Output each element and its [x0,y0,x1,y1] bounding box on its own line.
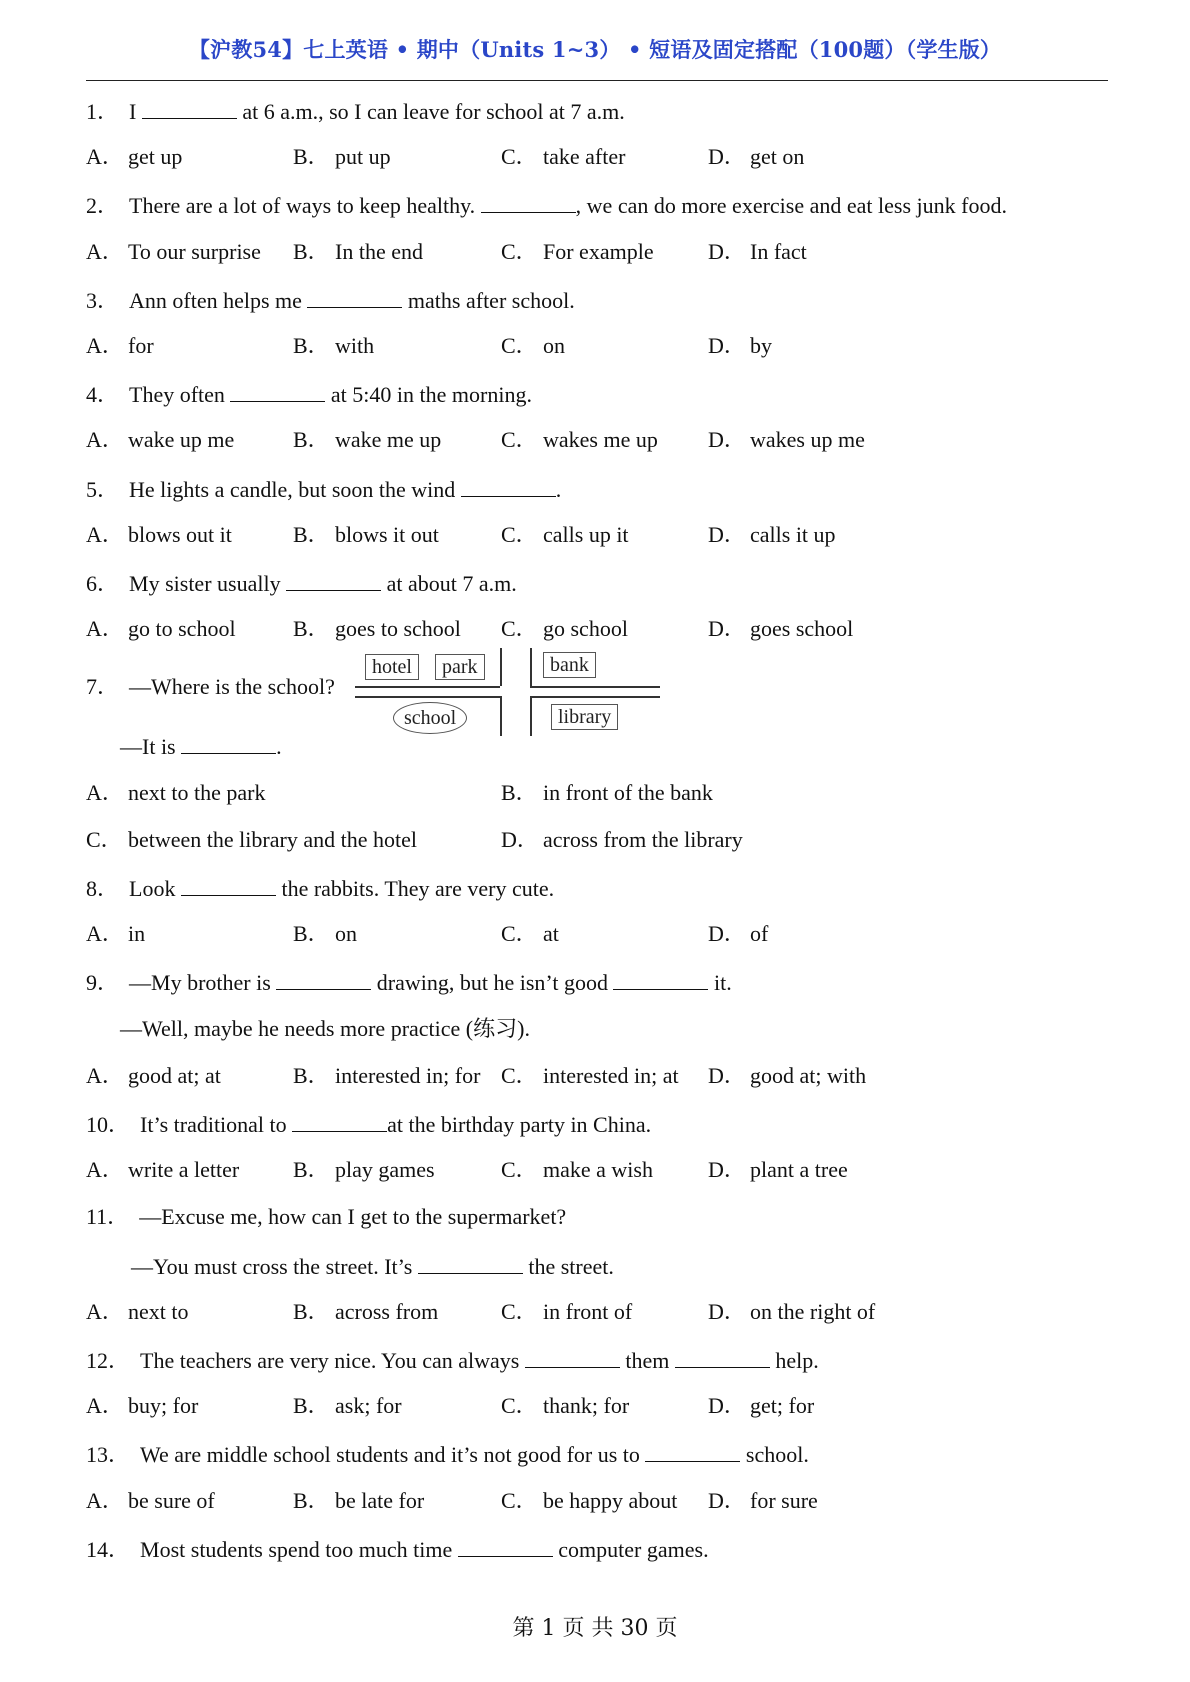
answer-blank[interactable] [418,1251,523,1274]
option-b[interactable] [293,1062,480,1090]
option-text: interested in; at [543,1062,679,1088]
option-label: C． [501,333,538,358]
option-d[interactable] [708,1487,818,1515]
map-school: school [393,702,467,734]
option-label: A． [86,427,124,453]
option-text: across from [335,1298,439,1324]
question-number: 7． [86,674,120,700]
option-text: on [335,921,357,947]
question-number: 8． [86,876,120,901]
option-a[interactable] [86,920,145,948]
option-text: make a wish [543,1157,653,1183]
question-text: at 5:40 in the morning. [325,382,532,408]
option-b[interactable] [293,143,391,171]
option-label: C． [501,144,538,170]
question-text: —Where is the school? [129,674,335,700]
question-text: it. [708,970,732,996]
option-text: wake up me [128,427,235,453]
option-label: D． [708,333,746,358]
option-label: C． [501,1062,538,1088]
option-label: B． [293,144,330,170]
answer-blank[interactable] [142,96,237,119]
question-stem [86,190,1007,220]
question-text: school. [740,1442,809,1468]
option-a[interactable] [86,1062,221,1090]
option-b[interactable] [293,615,461,643]
question-number: 13． [86,1442,131,1468]
question-number: 2． [86,193,120,219]
option-label: A． [86,921,124,947]
option-label: C． [501,616,538,642]
option-d[interactable] [708,238,807,266]
option-c[interactable] [501,1298,632,1326]
option-a[interactable] [86,1487,215,1515]
option-text: at [543,921,559,947]
option-b[interactable] [293,1156,435,1184]
answer-blank[interactable] [276,967,371,990]
option-text: between the library and the hotel [128,826,417,852]
option-label: D． [708,1157,746,1183]
option-d[interactable] [708,1156,848,1184]
option-label: A． [86,1393,124,1419]
question-text: maths after school. [402,287,575,313]
question-text: at the birthday party in China. [387,1112,652,1137]
option-label: C． [501,1393,538,1419]
option-c[interactable] [501,1487,677,1515]
option-label: D． [708,144,746,170]
question-text: them [619,1348,675,1373]
option-label: C． [86,826,123,852]
question-stem [86,673,335,701]
option-text: plant a tree [750,1157,848,1183]
answer-blank[interactable] [286,568,381,591]
question-text: They often [129,382,231,408]
answer-blank[interactable] [230,379,325,402]
option-text: write a letter [128,1157,240,1183]
question-stem [86,1534,709,1564]
question-text: It’s traditional to [140,1112,293,1137]
option-c[interactable] [501,1156,653,1184]
option-text: wakes up me [750,427,865,453]
option-text: get; for [750,1393,815,1419]
map-road-v2 [500,696,502,736]
option-text: be late for [335,1487,425,1513]
question-text: the rabbits. They are very cute. [275,876,555,901]
option-b[interactable] [293,521,439,549]
option-c[interactable] [501,521,629,549]
option-label: B． [293,1487,330,1513]
question-text: —You must cross the street. It’s [131,1253,418,1279]
option-label: D． [708,1298,746,1324]
question-text: , we can do more exercise and eat less junk food. [575,193,1007,219]
map-road-top [355,686,500,688]
answer-blank[interactable] [645,1439,740,1462]
option-c[interactable] [501,1062,679,1090]
option-label: C． [501,238,538,264]
question-number: 3． [86,287,120,313]
option-label: D． [708,238,746,264]
option-text: be sure of [128,1487,215,1513]
option-d[interactable] [708,332,772,360]
option-text: in front of the bank [543,779,713,805]
option-label: D． [708,521,746,547]
option-a[interactable] [86,143,182,171]
option-label: B． [293,238,330,264]
option-text: ask; for [335,1393,402,1419]
option-label: D． [708,1062,746,1088]
question-number: 4． [86,382,120,408]
option-d[interactable] [708,1062,866,1090]
question-text: —Excuse me, how can I get to the supermarket? [139,1204,567,1230]
question-text: . [276,734,282,760]
option-c[interactable] [501,143,625,171]
option-c[interactable] [501,1392,629,1420]
option-text: put up [335,144,391,170]
option-b[interactable] [293,332,374,360]
question-number: 9． [86,970,120,996]
option-text: by [750,333,772,358]
answer-blank[interactable] [461,474,556,497]
question-text: The teachers are very nice. You can always [140,1348,525,1373]
question-text: help. [769,1348,819,1373]
option-text: for sure [750,1487,818,1513]
answer-line [131,1251,614,1281]
option-a[interactable] [86,615,236,643]
option-b[interactable] [293,1298,438,1326]
option-text: on the right of [750,1298,876,1324]
option-a[interactable] [86,426,234,454]
option-text: To our surprise [128,238,261,264]
option-text: buy; for [128,1393,199,1419]
option-text: calls up it [543,521,629,547]
option-label: C． [501,1487,538,1513]
page-footer: 第 1 页 共 30 页 [512,1616,678,1641]
option-a[interactable] [86,1156,239,1184]
option-b[interactable] [293,920,357,948]
option-text: next to the park [128,779,266,805]
option-d[interactable] [708,521,836,549]
answer-blank[interactable] [525,1345,620,1368]
option-label: D． [708,616,746,642]
option-label: A． [86,1487,124,1513]
option-text: interested in; for [335,1062,481,1088]
option-b[interactable] [501,779,713,807]
option-c[interactable] [501,615,628,643]
option-text: take after [543,144,626,170]
map-road-v1 [500,648,502,686]
option-label: D． [708,1487,746,1513]
option-text: good at; at [128,1062,221,1088]
option-text: of [750,921,769,947]
question-stem [86,1203,566,1231]
map-figure [355,648,675,738]
question-stem [86,1439,809,1469]
option-text: get on [750,144,805,170]
option-text: in [128,921,146,947]
option-text: blows it out [335,521,439,547]
option-label: B． [293,1298,330,1324]
option-d[interactable] [501,826,743,854]
option-label: B． [293,1062,330,1088]
option-label: B． [293,921,330,947]
option-c[interactable] [501,920,559,948]
option-label: B． [293,616,330,642]
question-stem [86,1109,651,1139]
question-text: computer games. [552,1536,709,1562]
option-text: goes school [750,616,854,642]
option-a[interactable] [86,779,265,807]
question-text: the street. [522,1253,614,1279]
option-text: on [543,333,565,358]
map-road-bottom-right [530,696,660,698]
option-label: A． [86,1298,124,1324]
question-text: My sister usually [129,571,287,596]
option-label: B． [293,1157,330,1183]
question-text: Most students spend too much time [140,1536,458,1562]
map-hotel: hotel [365,654,419,680]
option-text: In fact [750,238,807,264]
map-road-v3 [530,648,532,686]
option-text: good at; with [750,1062,867,1088]
option-c[interactable] [501,332,565,360]
option-label: D． [501,826,539,852]
option-label: A． [86,616,124,642]
option-text: across from the library [543,826,743,852]
question-text: Look [129,876,181,901]
option-text: calls it up [750,521,836,547]
option-label: B． [293,1393,330,1419]
question-number: 11． [86,1204,130,1230]
option-text: get up [128,144,183,170]
option-label: A． [86,238,124,264]
question-number: 10． [86,1112,131,1137]
question-number: 1． [86,99,120,124]
answer-blank[interactable] [181,873,276,896]
question-number: 6． [86,571,120,596]
question-stem [86,873,554,903]
option-d[interactable] [708,1298,875,1326]
question-stem [86,285,575,315]
question-text: Ann often helps me [129,287,308,313]
question-text: . [555,476,562,502]
map-library: library [551,704,618,730]
option-a[interactable] [86,332,154,360]
option-d[interactable] [708,426,865,454]
option-b[interactable] [293,238,423,266]
option-d[interactable] [708,143,804,171]
option-label: D． [708,1393,746,1419]
question-stem [86,379,532,409]
option-label: B． [501,779,538,805]
option-a[interactable] [86,1392,198,1420]
answer-blank[interactable] [613,967,708,990]
option-label: A． [86,333,124,358]
option-a[interactable] [86,521,232,549]
question-stem [86,568,517,598]
option-text: go school [543,616,628,642]
answer-blank[interactable] [181,731,276,754]
answer-blank[interactable] [307,285,402,308]
option-text: For example [543,238,654,264]
option-label: C． [501,427,538,453]
option-label: C． [501,921,538,947]
question-number: 14． [86,1536,131,1562]
option-a[interactable] [86,1298,189,1326]
question-text: at about 7 a.m. [381,571,517,596]
question-text: I [129,99,142,124]
option-text: be happy about [543,1487,678,1513]
option-b[interactable] [293,426,441,454]
option-text: wake me up [335,427,442,453]
option-d[interactable] [708,1392,814,1420]
option-label: B． [293,333,330,358]
option-d[interactable] [708,920,768,948]
question-text: There are a lot of ways to keep healthy. [129,193,481,219]
option-c[interactable] [501,238,654,266]
option-text: in front of [543,1298,633,1324]
question-text: We are middle school students and it’s not good for us to [140,1442,646,1468]
answer-blank[interactable] [292,1109,387,1132]
option-label: A． [86,1157,124,1183]
option-label: B． [293,427,330,453]
option-b[interactable] [293,1392,402,1420]
map-road-bottom [355,696,500,698]
option-text: play games [335,1157,435,1183]
option-label: D． [708,921,746,947]
option-a[interactable] [86,238,261,266]
map-road-v4 [530,696,532,736]
question-text: drawing, but he isn’t good [371,970,614,996]
option-text: next to [128,1298,189,1324]
question-stem [86,474,561,504]
question-stem [86,1345,819,1375]
option-label: A． [86,144,124,170]
option-text: goes to school [335,616,461,642]
option-label: C． [501,521,538,547]
page-header: 【沪教54】七上英语 • 期中（Units 1~3） • 短语及固定搭配（100题）（学生版） [188,37,1002,62]
question-text: at 6 a.m., so I can leave for school at 7 a.m. [236,99,625,124]
question-text: He lights a candle, but soon the wind [129,476,461,502]
question-text: —My brother is [129,970,277,996]
option-label: A． [86,779,124,805]
map-road-top-right [530,686,660,688]
option-text: In the end [335,238,423,264]
option-text: with [335,333,375,358]
question-stem [86,96,625,126]
option-d[interactable] [708,615,853,643]
option-b[interactable] [293,1487,424,1515]
question-number: 12． [86,1348,131,1373]
map-bank: bank [543,652,596,678]
header-divider [86,80,1108,81]
answer-line [120,731,282,761]
question-text: —Well, maybe he needs more practice (练习). [120,1015,530,1041]
option-label: A． [86,521,124,547]
option-text: for [128,333,154,358]
answer-line [120,1015,530,1043]
map-park: park [435,654,485,680]
question-number: 5． [86,476,120,502]
question-text: —It is [120,734,182,760]
question-stem [86,967,732,997]
option-label: B． [293,521,330,547]
option-label: A． [86,1062,124,1088]
answer-blank[interactable] [458,1534,553,1557]
option-label: C． [501,1157,538,1183]
option-label: C． [501,1298,538,1324]
option-c[interactable] [86,826,417,854]
option-label: D． [708,427,746,453]
answer-blank[interactable] [481,190,576,213]
answer-blank[interactable] [675,1345,770,1368]
option-text: blows out it [128,521,232,547]
option-text: wakes me up [543,427,658,453]
option-c[interactable] [501,426,658,454]
option-text: thank; for [543,1393,630,1419]
option-text: go to school [128,616,236,642]
